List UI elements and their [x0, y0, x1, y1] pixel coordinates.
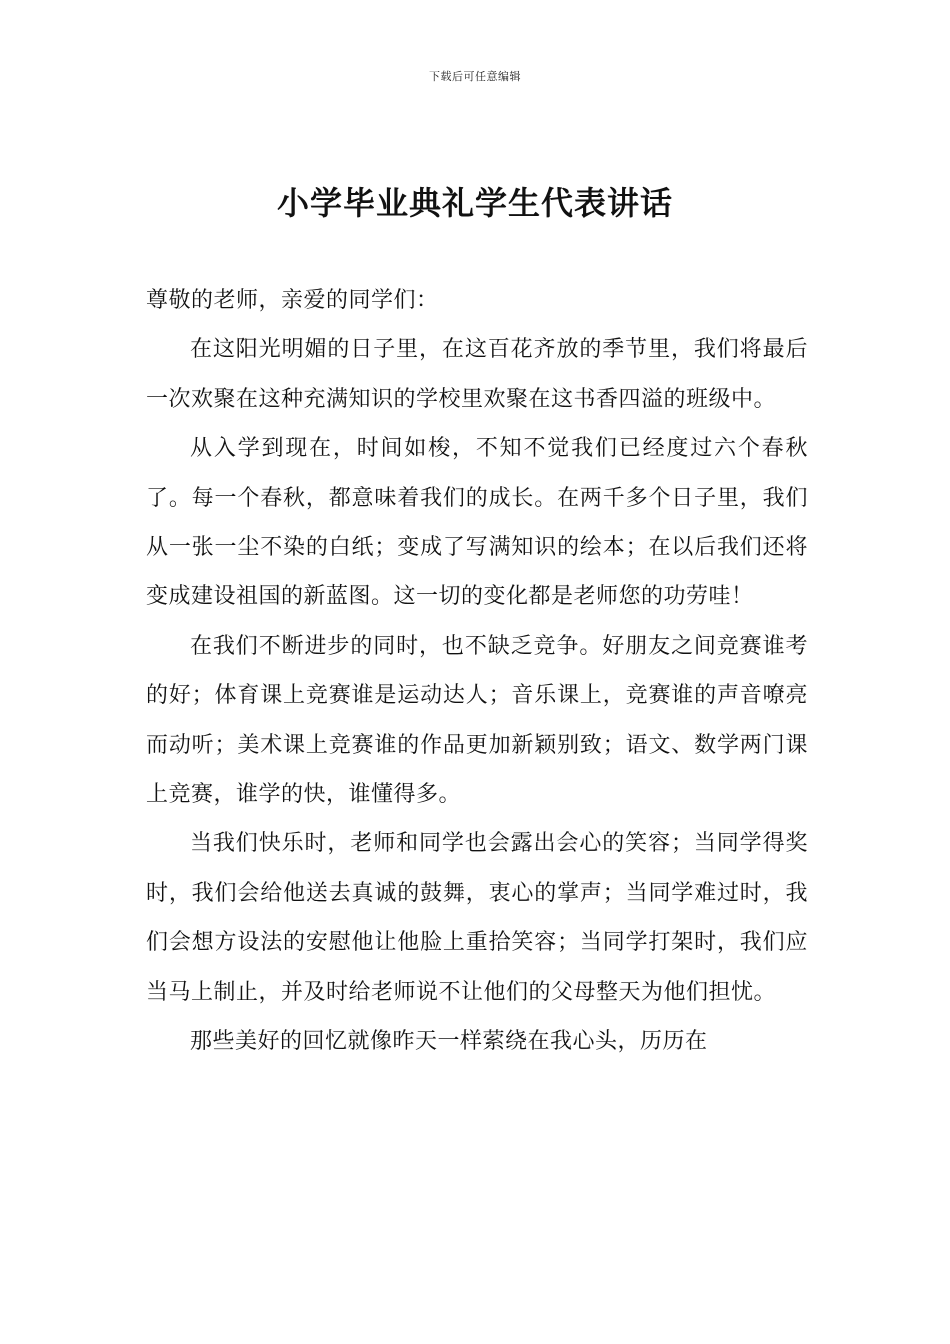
paragraph-5: 那些美好的回忆就像昨天一样萦绕在我心头，历历在	[190, 1029, 708, 1055]
paragraph-3: 在我们不断进步的同时，也不缺乏竞争。好朋友之间竞赛谁考的好；体育课上竞赛谁是运动达人；音乐课上，竞赛谁的声音嘹亮而动听；美术课上竞赛谁的作品更加新颖别致；语文、数学两门课上竞赛，谁学的快，谁懂得多。	[146, 633, 808, 808]
paragraph-2: 从入学到现在，时间如梭，不知不觉我们已经度过六个春秋了。每一个春秋，都意味着我们的成长。在两千多个日子里，我们从一张一尘不染的白纸；变成了写满知识的绘本；在以后我们还将变成建设祖国的新蓝图。这一切的变化都是老师您的功劳哇！	[146, 436, 808, 610]
document-title: 小学毕业典礼学生代表讲话	[276, 184, 673, 222]
salutation: 尊敬的老师，亲爱的同学们：	[146, 288, 439, 313]
paragraph-4: 当我们快乐时，老师和同学也会露出会心的笑容；当同学得奖时，我们会给他送去真诚的鼓舞，衷心的掌声；当同学难过时，我们会想方设法的安慰他让他脸上重拾笑容；当同学打架时，我们应当马上制止，并及时给老师说不让他们的父母整天为他们担忧。	[146, 831, 808, 1005]
paragraph-1: 在这阳光明媚的日子里，在这百花齐放的季节里，我们将最后一次欢聚在这种充满知识的学校里欢聚在这书香四溢的班级中。	[146, 337, 808, 412]
header-note: 下载后可任意编辑	[429, 70, 521, 83]
document-body	[146, 276, 808, 1067]
